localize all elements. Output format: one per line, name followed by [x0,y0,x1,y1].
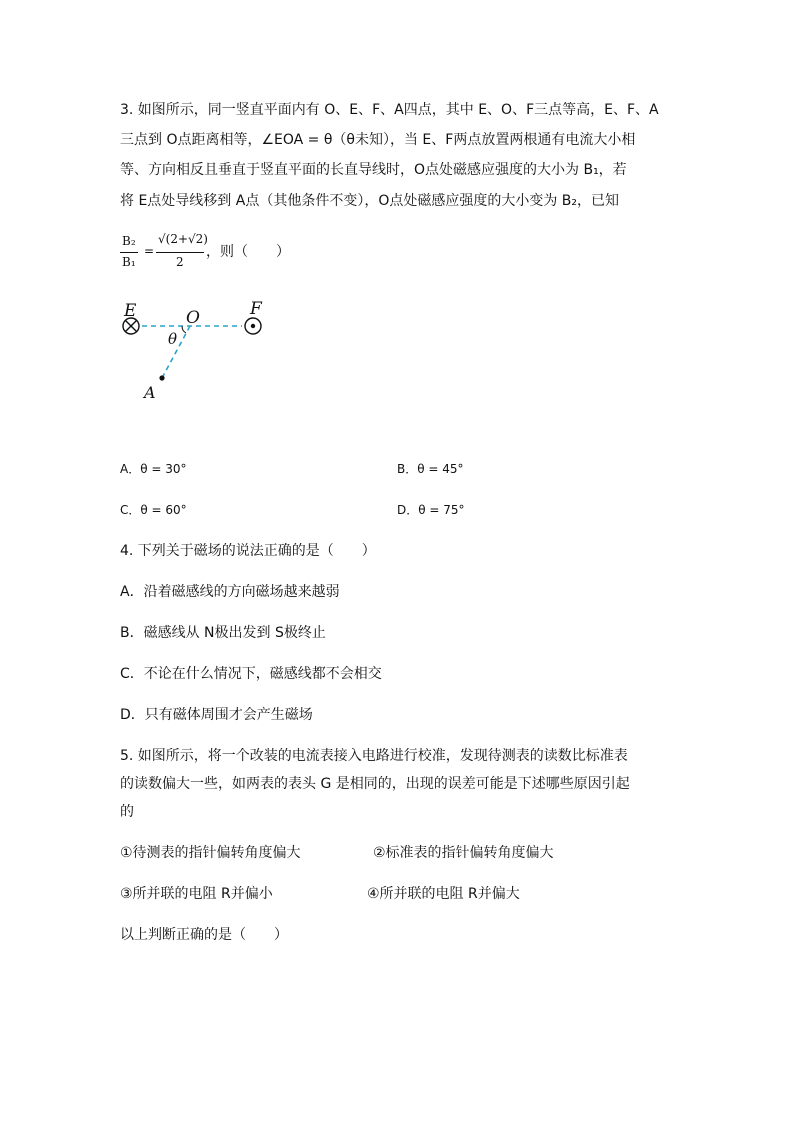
label-o: O [186,308,200,328]
ratio-bar-left [120,252,138,253]
q3-option-b: B．θ = 45° [397,462,464,476]
q3-option-c: C．θ = 60° [120,503,187,517]
q5-line-1: 5. 如图所示，将一个改装的电流表接入电路进行校准，发现待测表的读数比标准表 [120,748,628,764]
label-f: F [250,299,262,319]
q3-line-2: 三点到 O点距离相等，∠EOA = θ（θ未知），当 E、F两点放置两根通有电流大小相 [120,132,636,148]
point-a [159,375,164,380]
q3-figure [110,292,280,404]
q3-option-a: A．θ = 30° [120,462,187,476]
q4-option-a: A．沿着磁感线的方向磁场越来越弱 [120,584,340,600]
q5-item-2: ②标准表的指针偏转角度偏大 [373,845,554,861]
q3-option-d: D．θ = 75° [397,503,465,517]
q5-conclusion: 以上判断正确的是（ ） [120,927,288,943]
ratio-tail: ，则（ ） [206,244,290,260]
q3-line-1: 3. 如图所示，同一竖直平面内有 O、E、F、A四点，其中 E、O、F三点等高，E、F、A [120,102,659,118]
ratio-denominator-2: 2 [176,255,184,269]
q4-option-b: B．磁感线从 N极出发到 S极终止 [120,625,326,641]
ratio-equals: = [144,244,155,258]
ratio-denominator-b1: B₁ [122,255,136,269]
q3-line-3: 等、方向相反且垂直于竖直平面的长直导线时，O点处磁感应强度的大小为 B₁，若 [120,162,627,178]
ratio-numerator-b2: B₂ [122,234,136,248]
q4-option-d: D．只有磁体周围才会产生磁场 [120,707,313,723]
label-theta: θ [168,330,178,348]
ratio-bar-right [156,252,204,253]
label-e: E [124,301,137,321]
q5-line-2: 的读数偏大一些，如两表的表头 G 是相同的，出现的误差可能是下述哪些原因引起 [120,776,630,792]
label-a: A [144,383,156,402]
q5-item-1: ①待测表的指针偏转角度偏大 [120,845,301,861]
q4-option-c: C．不论在什么情况下，磁感线都不会相交 [120,666,382,682]
ratio-numerator-root: √(2+√2) [158,232,208,246]
q5-item-3: ③所并联的电阻 R并偏小 [120,886,273,902]
q4-stem: 4. 下列关于磁场的说法正确的是（ ） [120,543,376,559]
q3-given-ratio [118,232,308,276]
q3-line-4: 将 E点处导线移到 A点（其他条件不变），O点处磁感应强度的大小变为 B₂，已知 [120,193,620,209]
q5-line-3: 的 [120,804,134,820]
dot-center-f [251,324,255,328]
q5-item-4: ④所并联的电阻 R并偏大 [367,886,520,902]
